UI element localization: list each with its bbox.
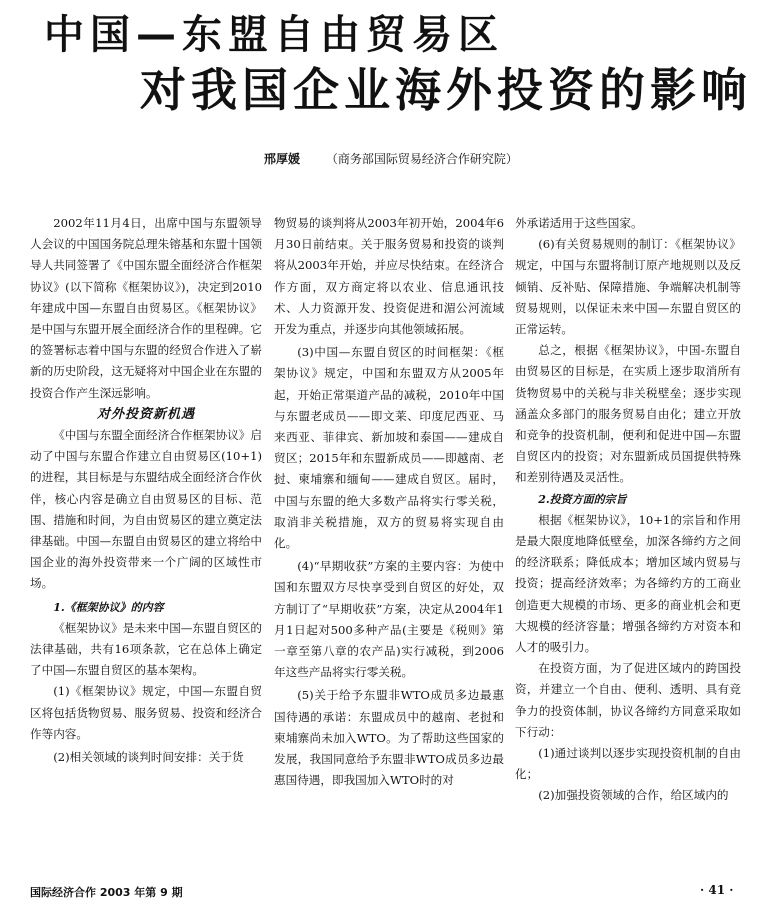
section-heading: 对外投资新机遇 — [96, 406, 195, 422]
paragraph: 物贸易的谈判将从2003年初开始，2004年6月30日前结束。关于服务贸易和投资的谈判将从2003年开始，并应尽快结束。在经济合作方面，双方商定将以农业、信息通讯技术、人力资源开发、投资促进和湄公河流域开发为重点，并逐步向其他领域拓展。 — [274, 216, 504, 337]
paragraph: 《框架协议》是未来中国—东盟自贸区的法律基础，共有16项条款，它在总体上确定了中国—东盟自贸区的基本架构。 — [30, 620, 262, 678]
paragraph: 外承诺适用于这些国家。 — [515, 216, 643, 230]
column-1 — [30, 213, 262, 768]
journal-footer: 国际经济合作 2003 年第 9 期 — [30, 886, 183, 899]
paragraph: 《中国与东盟全面经济合作框架协议》启动了中国与东盟合作建立自由贸易区(10+1)的进程，其目标是与东盟结成全面经济合作伙伴，核心内容是确立自由贸易区的目标、范围、措施和时间，为自由贸易区的建立奠定法律基础。中国—东盟自由贸易区的建立将给中国企业的海外投资带来一个广阔的区域性市场。 — [30, 428, 262, 591]
author: 邢厚媛 — [264, 152, 301, 166]
paragraph: 根据《框架协议》，10+1的宗旨和作用是最大限度地降低壁垒，加深各缔约方之间的经济联系；降低成本；增加区域内贸易与投资；提高经济效率；为各缔约方的工商业创造更大规模的市场、更多的商业机会和更大规模的经济容量；增强各缔约方对资本和人才的吸引力。 — [515, 512, 741, 655]
column-2 — [274, 213, 504, 791]
paragraph: (1)通过谈判以逐步实现投资机制的自由化； — [515, 746, 741, 782]
paragraph: (2)加强投资领域的合作，给区域内的 — [538, 788, 729, 803]
column-3 — [515, 213, 741, 807]
subheading: 1.《框架协议》的内容 — [53, 600, 164, 614]
subheading: 2.投资方面的宗旨 — [538, 492, 627, 506]
title-line-2: 对我国企业海外投资的影响 — [140, 63, 752, 117]
paragraph: (2)相关领域的谈判时间安排：关于货 — [53, 750, 244, 765]
paragraph: 总之，根据《框架协议》，中国-东盟自由贸易区的目标是，在实质上逐步取消所有货物贸易中的关税与非关税壁垒；逐步实现涵盖众多部门的服务贸易自由化；建立开放和竞争的投资机制，便利和促进中国—东盟自贸区内的投资；对东盟新成员国提供特殊和差别待遇及灵活性。 — [515, 343, 741, 485]
paragraph: 在投资方面，为了促进区域内的跨国投资，并建立一个自由、便利、透明、具有竞争力的投资体制，协议各缔约方同意采取如下行动： — [515, 661, 741, 739]
paragraph: (1)《框架协议》规定，中国—东盟自贸区将包括货物贸易、服务贸易、投资和经济合作等内容。 — [30, 684, 262, 741]
byline — [264, 150, 518, 167]
affiliation: （商务部国际贸易经济合作研究院） — [325, 152, 518, 166]
paragraph: (6)有关贸易规则的制订：《框架协议》规定，中国与东盟将制订原产地规则以及反倾销、反补贴、保障措施、争端解决机制等贸易规则，以保证未来中国—东盟自贸区的正常运转。 — [515, 237, 741, 337]
paragraph: (3)中国—东盟自贸区的时间框架：《框架协议》规定，中国和东盟双方从2005年起，开始正常渠道产品的减税，2010年中国与东盟老成员——即文莱、印度尼西亚、马来西亚、菲律宾、新加坡和泰国——建成自贸区；2015年和东盟新成员——即越南、老挝、柬埔寨和缅甸——建成自贸区。届时，中国与东盟的绝大多数产品将实行零关税，取消非关税措施，双方的贸易将实现自由化。 — [274, 345, 504, 551]
paragraph: 2002年11月4日，出席中国与东盟领导人会议的中国国务院总理朱镕基和东盟十国领导人共同签署了《中国东盟全面经济合作框架协议》(以下简称《框架协议》)，决定到2010年建成中国—东盟自由贸易区。《框架协议》是中国与东盟开展全面经济合作的里程碑。它的签署标志着中国与东盟的经贸合作进入了崭新的历史阶段，这无疑将对中国企业在东盟的投资合作产生深远影响。 — [30, 216, 262, 400]
page-number: · 41 · — [700, 883, 734, 897]
paragraph: (5)关于给予东盟非WTO成员多边最惠国待遇的承诺：东盟成员中的越南、老挝和柬埔寨尚未加入WTO。为了帮助这些国家的发展，我国同意给予东盟非WTO成员多边最惠国待遇，即我国加入WTO时的对 — [274, 688, 504, 788]
paragraph: (4)“早期收获”方案的主要内容：为使中国和东盟双方尽快享受到自贸区的好处，双方制订了“早期收获”方案，决定从2004年1月1日起对500多种产品(主要是《税则》第一章至第八章的农产品)实行减税，到2006年这些产品将实行零关税。 — [274, 559, 504, 680]
title-line-1: 中国—东盟自由贸易区 — [44, 12, 504, 58]
